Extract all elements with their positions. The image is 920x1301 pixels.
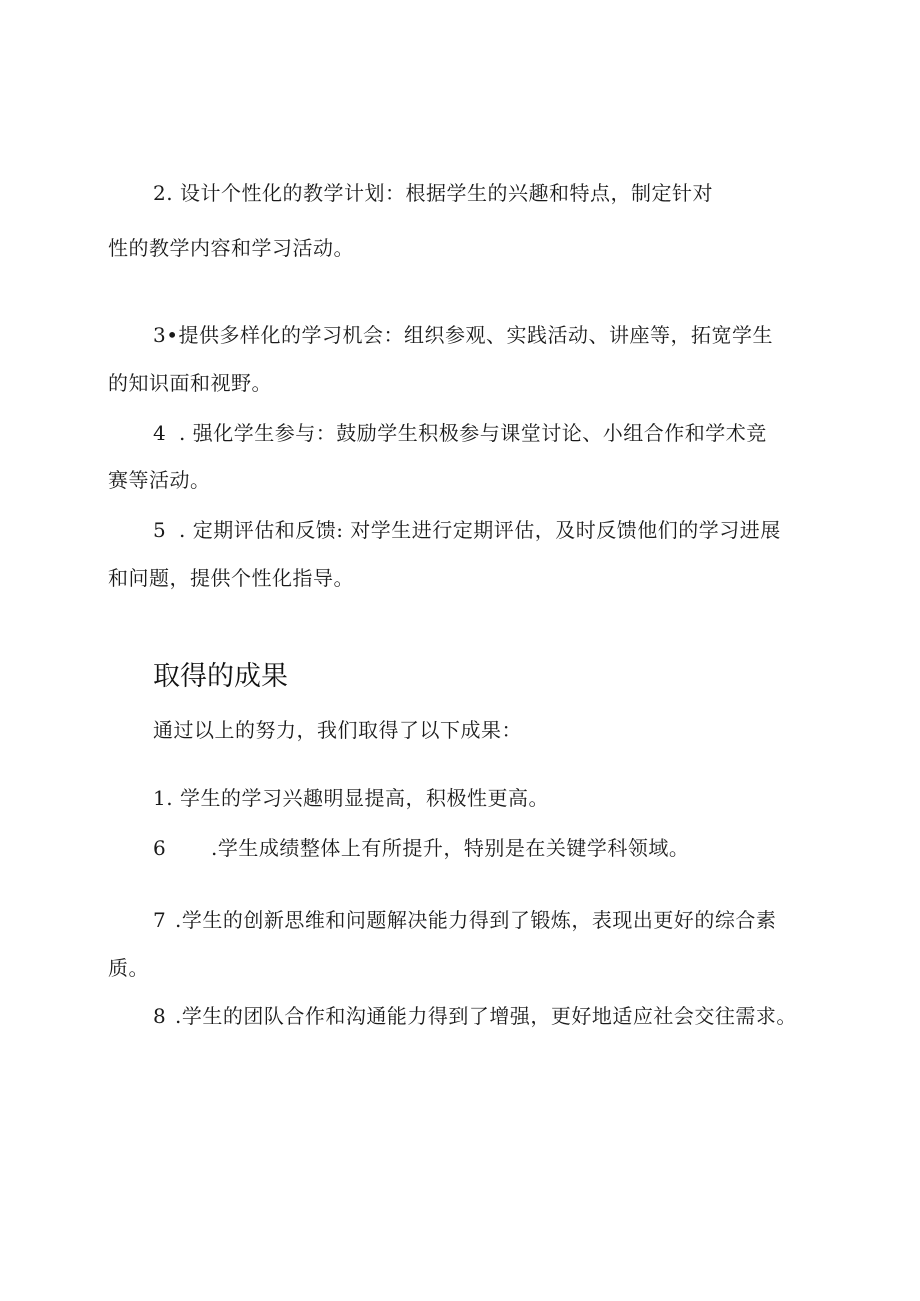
result-item-1: 1. 学生的学习兴趣明显提高，积极性更高。: [153, 786, 549, 810]
method-item-4-line-2: 赛等活动。: [108, 468, 211, 492]
method-item-2-line-1: 2. 设计个性化的教学计划：根据学生的兴趣和特点，制定针对: [153, 181, 713, 205]
method-item-4-number: 4: [153, 421, 167, 445]
method-item-4-line-1: [153, 420, 767, 446]
method-item-5-number: 5: [153, 518, 167, 542]
method-item-5-line-1: [153, 517, 781, 543]
result-item-6-number: 6: [153, 836, 167, 860]
result-item-8-text: .学生的团队合作和沟通能力得到了增强，更好地适应社会交往需求。: [175, 1004, 797, 1028]
result-item-8-number: 8: [153, 1004, 167, 1028]
results-heading: 取得的成果: [153, 661, 288, 692]
result-item-7-number: 7: [153, 908, 167, 932]
result-item-6: [153, 835, 689, 861]
result-item-7-line-1: [153, 907, 776, 933]
results-intro: 通过以上的努力，我们取得了以下成果：: [153, 718, 522, 742]
method-item-3-line-2: 的知识面和视野。: [108, 371, 272, 395]
method-item-2-line-2: 性的教学内容和学习活动。: [108, 236, 354, 260]
result-item-8: [153, 1003, 797, 1029]
method-item-3-line-1: 3•提供多样化的学习机会：组织参观、实践活动、讲座等，拓宽学生: [153, 323, 774, 347]
result-item-7-line-2: 质。: [108, 956, 149, 980]
method-item-5-text: . 定期评估和反馈: 对学生进行定期评估，及时反馈他们的学习进展: [179, 518, 781, 542]
method-item-5-line-2: 和问题，提供个性化指导。: [108, 566, 354, 590]
result-item-6-text: .学生成绩整体上有所提升，特别是在关键学科领域。: [211, 836, 690, 860]
result-item-7-text: .学生的创新思维和问题解决能力得到了锻炼，表现出更好的综合素: [175, 908, 777, 932]
method-item-4-text: . 强化学生参与：鼓励学生积极参与课堂讨论、小组合作和学术竞: [179, 421, 767, 445]
